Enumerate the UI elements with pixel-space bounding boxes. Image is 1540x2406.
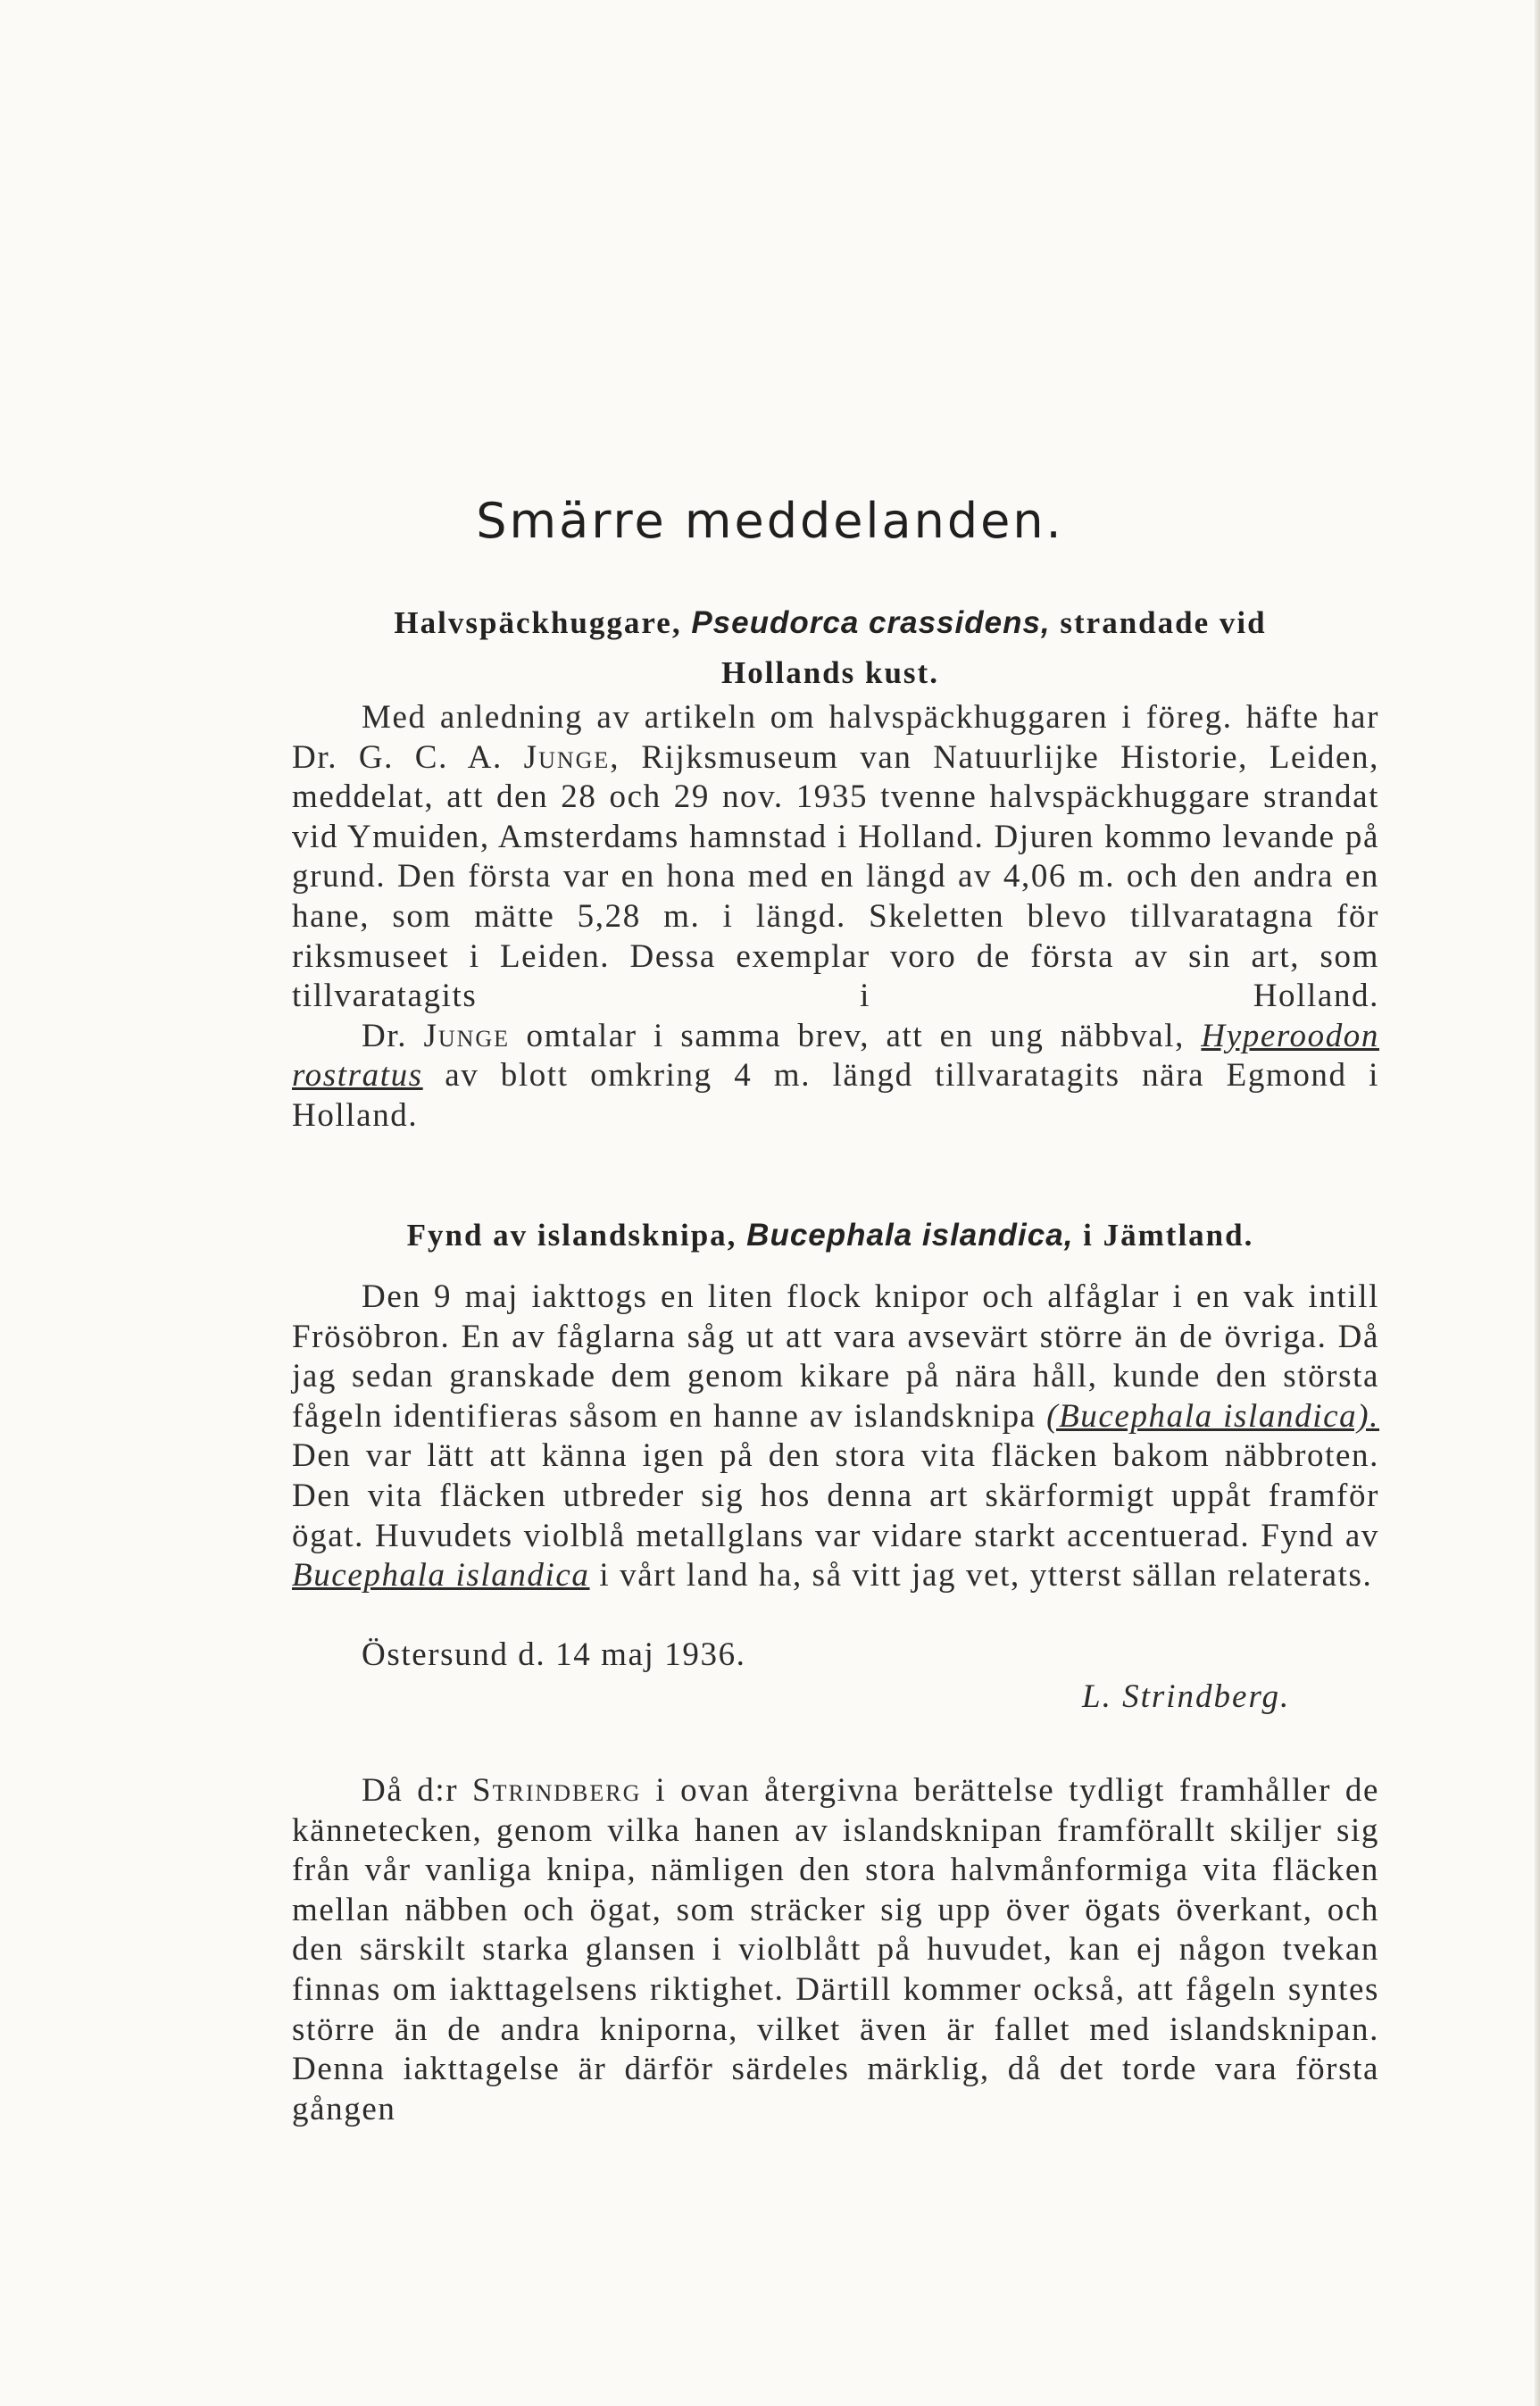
article2-body: [292, 1278, 1379, 1596]
editor-note-paragraph: [292, 1771, 1379, 2129]
article1-p2-text2: omtalar i samma brev, att en ung näbbval,: [526, 1017, 1186, 1054]
article2-title: [295, 1211, 1366, 1261]
article1-p2-text1: Dr.: [362, 1017, 408, 1054]
article1-p2-species: Hyperoodon rostratus: [292, 1017, 1379, 1095]
article1-paragraph-1: [292, 698, 1379, 1017]
page-heading: Smärre meddelanden.: [476, 493, 1064, 549]
editor-note-author-name: Strindberg: [472, 1772, 642, 1809]
article2-paragraph-1: [292, 1278, 1379, 1596]
article2-signature: L. Strindberg.: [1082, 1678, 1291, 1715]
article1-title-part2: strandade vid: [1060, 605, 1267, 640]
article1-p2-text3: av blott omkring 4 m. längd tillvaratagits nära Egmond i Holland.: [292, 1057, 1379, 1134]
article1-p1-text2: Rijksmuseum van Natuurlijke Historie, Leiden, meddelat, att den 28 och 29 nov. 1935 tvenne halvspäckhuggare strandat vid Ymuiden, Amsterdams hamnstad i Holland. Djuren kommo levande på grund. Den första var en hona med en längd av 4,06 m. och den andra en hane, som mätte 5,28 m. i längd. Skeletten blevo tillvaratagna för riksmuseet i Leiden. Dessa exemplar voro de första av sin art, som tillvaratagits i Holland.: [292, 738, 1379, 1015]
article1-title-part1: Halvspäckhuggare,: [394, 605, 682, 640]
article1-p1-text1: Med anledning av artikeln om halvspäckhuggaren i föreg. häfte har Dr. G. C. A.: [292, 699, 1379, 776]
article1-p1-author-name: Junge,: [523, 738, 620, 776]
article2-p1-species-1: (Bucephala islandica).: [1046, 1397, 1380, 1435]
editor-note-body: [292, 1771, 1379, 2129]
editor-note-text2: i ovan återgivna berättelse tydligt framhåller de kännetecken, genom vilka hanen av islandsknipan framförallt skiljer sig från vår vanliga knipa, nämligen den stora halvmånformiga vita fläcken mellan näbben och ögat, som sträcker sig upp över ögats överkant, och den särskilt starka glansen i violblått på huvudet, kan ej någon tvekan finnas om iakttagelsens riktighet. Därtill kommer också, att fågeln syntes större än de andra kniporna, vilket även är fallet med islandsknipan. Denna iakttagelse är därför särdeles märklig, då det torde vara första gången: [292, 1772, 1380, 2127]
article2-p1-text1: Den 9 maj iakttogs en liten flock knipor och alfåglar i en vak intill Frösöbron. En av fåglarna såg ut att vara avsevärt större än de övriga. Då jag sedan granskade dem genom kikare på nära håll, kunde den största fågeln identifieras såsom en hanne av islandsknipa: [292, 1278, 1379, 1435]
article2-place-date: Östersund d. 14 maj 1936.: [362, 1636, 746, 1673]
editor-note-text1: Då d:r: [362, 1772, 459, 1809]
article2-p1-text2: Den var lätt att känna igen på den stora vita fläcken bakom näbbroten. Den vita fläcken utbreder sig hos denna art skärformigt uppåt framför ögat. Huvudets violblå metallglans var vidare starkt accentuerad. Fynd av: [292, 1437, 1379, 1554]
article1-title-line2: Hollands kust.: [721, 655, 939, 690]
article2-p1-species-2: Bucephala islandica: [292, 1557, 590, 1594]
article1-paragraph-2: [292, 1017, 1379, 1136]
article1-title-species: Pseudorca crassidens,: [691, 605, 1051, 640]
page-edge-shadow: [1535, 0, 1540, 2406]
article1-body: [292, 698, 1379, 1136]
article1-p2-author-name: Junge: [423, 1017, 511, 1054]
article1-title: [295, 598, 1366, 698]
article2-title-species: Bucephala islandica,: [746, 1218, 1074, 1253]
article2-title-part1: Fynd av islandsknipa,: [406, 1218, 737, 1253]
article1-title-line1: [295, 598, 1366, 648]
article2-p1-text3: i vårt land ha, så vitt jag vet, ytterst sällan relaterats.: [599, 1557, 1373, 1594]
article2-title-part2: i Jämtland.: [1083, 1218, 1254, 1253]
